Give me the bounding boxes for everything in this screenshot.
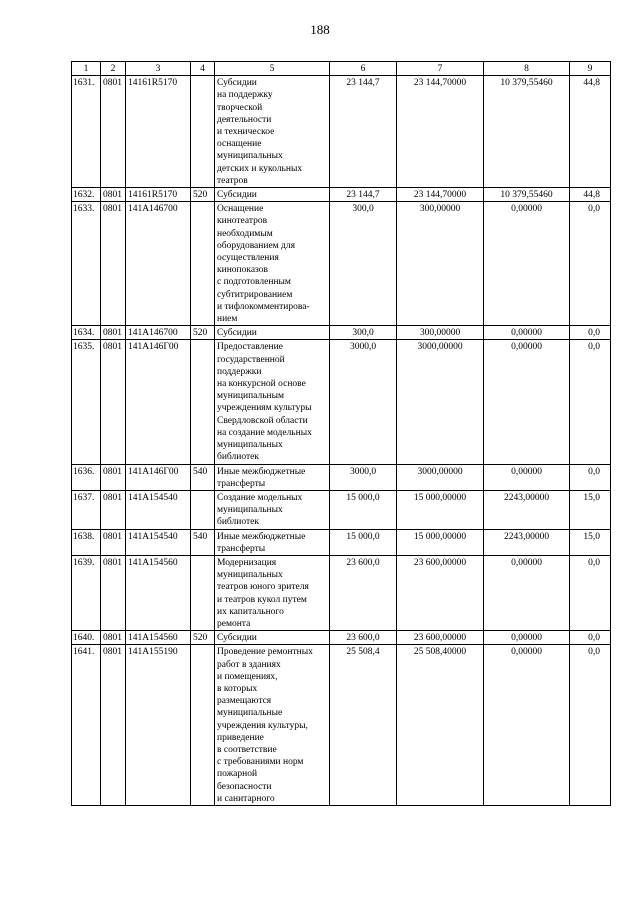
row-number-cell: 1635. (72, 340, 101, 464)
column-header: 8 (484, 62, 570, 76)
section-code-cell: 0801 (101, 490, 126, 529)
approved-amount-cell: 25 508,40000 (397, 645, 484, 806)
row-number-cell: 1639. (72, 555, 101, 630)
target-article-cell: 141A155190 (126, 645, 191, 806)
table-row (72, 631, 611, 645)
budget-table (71, 61, 611, 806)
executed-amount-cell: 10 379,55460 (484, 188, 570, 202)
row-number-cell: 1631. (72, 76, 101, 188)
row-number-cell: 1634. (72, 326, 101, 340)
target-article-cell: 141A154560 (126, 631, 191, 645)
expense-type-cell: 520 (191, 631, 215, 645)
row-number-cell: 1633. (72, 202, 101, 326)
approved-amount-cell: 300,00000 (397, 202, 484, 326)
executed-amount-cell: 0,00000 (484, 555, 570, 630)
approved-amount-cell: 15 000,00000 (397, 490, 484, 529)
table-row (72, 202, 611, 326)
table-header-row (72, 62, 611, 76)
table-row (72, 464, 611, 490)
execution-percent-cell: 0,0 (570, 631, 611, 645)
target-article-cell: 141A146700 (126, 326, 191, 340)
planned-amount-cell: 23 144,7 (330, 76, 397, 188)
planned-amount-cell: 15 000,0 (330, 529, 397, 555)
column-header: 3 (126, 62, 191, 76)
item-name-cell: Оснащение кинотеатров необходимым оборудованием для осуществления кинопоказов с подготовленным субтитрированием и тифлокомментирова- нием (215, 202, 330, 326)
planned-amount-cell: 3000,0 (330, 340, 397, 464)
row-number-cell: 1637. (72, 490, 101, 529)
approved-amount-cell: 15 000,00000 (397, 529, 484, 555)
item-name-cell: Субсидии (215, 188, 330, 202)
execution-percent-cell: 0,0 (570, 326, 611, 340)
executed-amount-cell: 0,00000 (484, 464, 570, 490)
executed-amount-cell: 0,00000 (484, 340, 570, 464)
executed-amount-cell: 0,00000 (484, 326, 570, 340)
executed-amount-cell: 0,00000 (484, 202, 570, 326)
section-code-cell: 0801 (101, 631, 126, 645)
item-name-cell: Субсидии на поддержку творческой деятельности и техническое оснащение муниципальных детских и кукольных театров (215, 76, 330, 188)
expense-type-cell (191, 490, 215, 529)
table-row (72, 340, 611, 464)
row-number-cell: 1632. (72, 188, 101, 202)
executed-amount-cell: 0,00000 (484, 631, 570, 645)
execution-percent-cell: 15,0 (570, 490, 611, 529)
planned-amount-cell: 15 000,0 (330, 490, 397, 529)
target-article-cell: 141A146Г00 (126, 464, 191, 490)
item-name-cell: Создание модельных муниципальных библиотек (215, 490, 330, 529)
table-row (72, 555, 611, 630)
section-code-cell: 0801 (101, 188, 126, 202)
column-header: 7 (397, 62, 484, 76)
row-number-cell: 1638. (72, 529, 101, 555)
executed-amount-cell: 0,00000 (484, 645, 570, 806)
expense-type-cell: 520 (191, 326, 215, 340)
planned-amount-cell: 23 144,7 (330, 188, 397, 202)
approved-amount-cell: 23 144,70000 (397, 76, 484, 188)
column-header: 6 (330, 62, 397, 76)
expense-type-cell (191, 340, 215, 464)
approved-amount-cell: 3000,00000 (397, 340, 484, 464)
expense-type-cell (191, 555, 215, 630)
table-row (72, 76, 611, 188)
expense-type-cell (191, 76, 215, 188)
table-row (72, 645, 611, 806)
expense-type-cell: 540 (191, 464, 215, 490)
table-row (72, 529, 611, 555)
executed-amount-cell: 10 379,55460 (484, 76, 570, 188)
approved-amount-cell: 3000,00000 (397, 464, 484, 490)
column-header: 2 (101, 62, 126, 76)
target-article-cell: 14161R5170 (126, 188, 191, 202)
item-name-cell: Иные межбюджетные трансферты (215, 464, 330, 490)
execution-percent-cell: 15,0 (570, 529, 611, 555)
expense-type-cell: 540 (191, 529, 215, 555)
execution-percent-cell: 0,0 (570, 202, 611, 326)
planned-amount-cell: 23 600,0 (330, 631, 397, 645)
section-code-cell: 0801 (101, 464, 126, 490)
planned-amount-cell: 300,0 (330, 326, 397, 340)
section-code-cell: 0801 (101, 529, 126, 555)
item-name-cell: Модернизация муниципальных театров юного зрителя и театров кукол путем их капитального ремонта (215, 555, 330, 630)
approved-amount-cell: 23 600,00000 (397, 631, 484, 645)
approved-amount-cell: 23 600,00000 (397, 555, 484, 630)
target-article-cell: 14161R5170 (126, 76, 191, 188)
executed-amount-cell: 2243,00000 (484, 529, 570, 555)
execution-percent-cell: 0,0 (570, 645, 611, 806)
expense-type-cell: 520 (191, 188, 215, 202)
execution-percent-cell: 0,0 (570, 555, 611, 630)
page-number: 188 (310, 22, 330, 37)
row-number-cell: 1641. (72, 645, 101, 806)
execution-percent-cell: 0,0 (570, 464, 611, 490)
target-article-cell: 141A154560 (126, 555, 191, 630)
table-row (72, 490, 611, 529)
column-header: 1 (72, 62, 101, 76)
item-name-cell: Проведение ремонтных работ в зданиях и помещениях, в которых размещаются муниципальные учреждения культуры, приведение в соответствие с требованиями норм пожарной безопасности и санитарного (215, 645, 330, 806)
planned-amount-cell: 300,0 (330, 202, 397, 326)
row-number-cell: 1636. (72, 464, 101, 490)
target-article-cell: 141A146700 (126, 202, 191, 326)
item-name-cell: Субсидии (215, 631, 330, 645)
execution-percent-cell: 44,8 (570, 76, 611, 188)
execution-percent-cell: 0,0 (570, 340, 611, 464)
row-number-cell: 1640. (72, 631, 101, 645)
executed-amount-cell: 2243,00000 (484, 490, 570, 529)
section-code-cell: 0801 (101, 202, 126, 326)
section-code-cell: 0801 (101, 645, 126, 806)
table-body (72, 76, 611, 806)
column-header: 4 (191, 62, 215, 76)
planned-amount-cell: 3000,0 (330, 464, 397, 490)
table-row (72, 326, 611, 340)
section-code-cell: 0801 (101, 555, 126, 630)
target-article-cell: 141A154540 (126, 490, 191, 529)
section-code-cell: 0801 (101, 76, 126, 188)
expense-type-cell (191, 202, 215, 326)
column-header: 5 (215, 62, 330, 76)
section-code-cell: 0801 (101, 340, 126, 464)
target-article-cell: 141A154540 (126, 529, 191, 555)
expense-type-cell (191, 645, 215, 806)
planned-amount-cell: 25 508,4 (330, 645, 397, 806)
column-header: 9 (570, 62, 611, 76)
item-name-cell: Предоставление государственной поддержки на конкурсной основе муниципальным учреждениям культуры Свердловской области на создание модельных муниципальных библиотек (215, 340, 330, 464)
target-article-cell: 141A146Г00 (126, 340, 191, 464)
approved-amount-cell: 300,00000 (397, 326, 484, 340)
item-name-cell: Субсидии (215, 326, 330, 340)
execution-percent-cell: 44,8 (570, 188, 611, 202)
section-code-cell: 0801 (101, 326, 126, 340)
table-row (72, 188, 611, 202)
item-name-cell: Иные межбюджетные трансферты (215, 529, 330, 555)
approved-amount-cell: 23 144,70000 (397, 188, 484, 202)
planned-amount-cell: 23 600,0 (330, 555, 397, 630)
